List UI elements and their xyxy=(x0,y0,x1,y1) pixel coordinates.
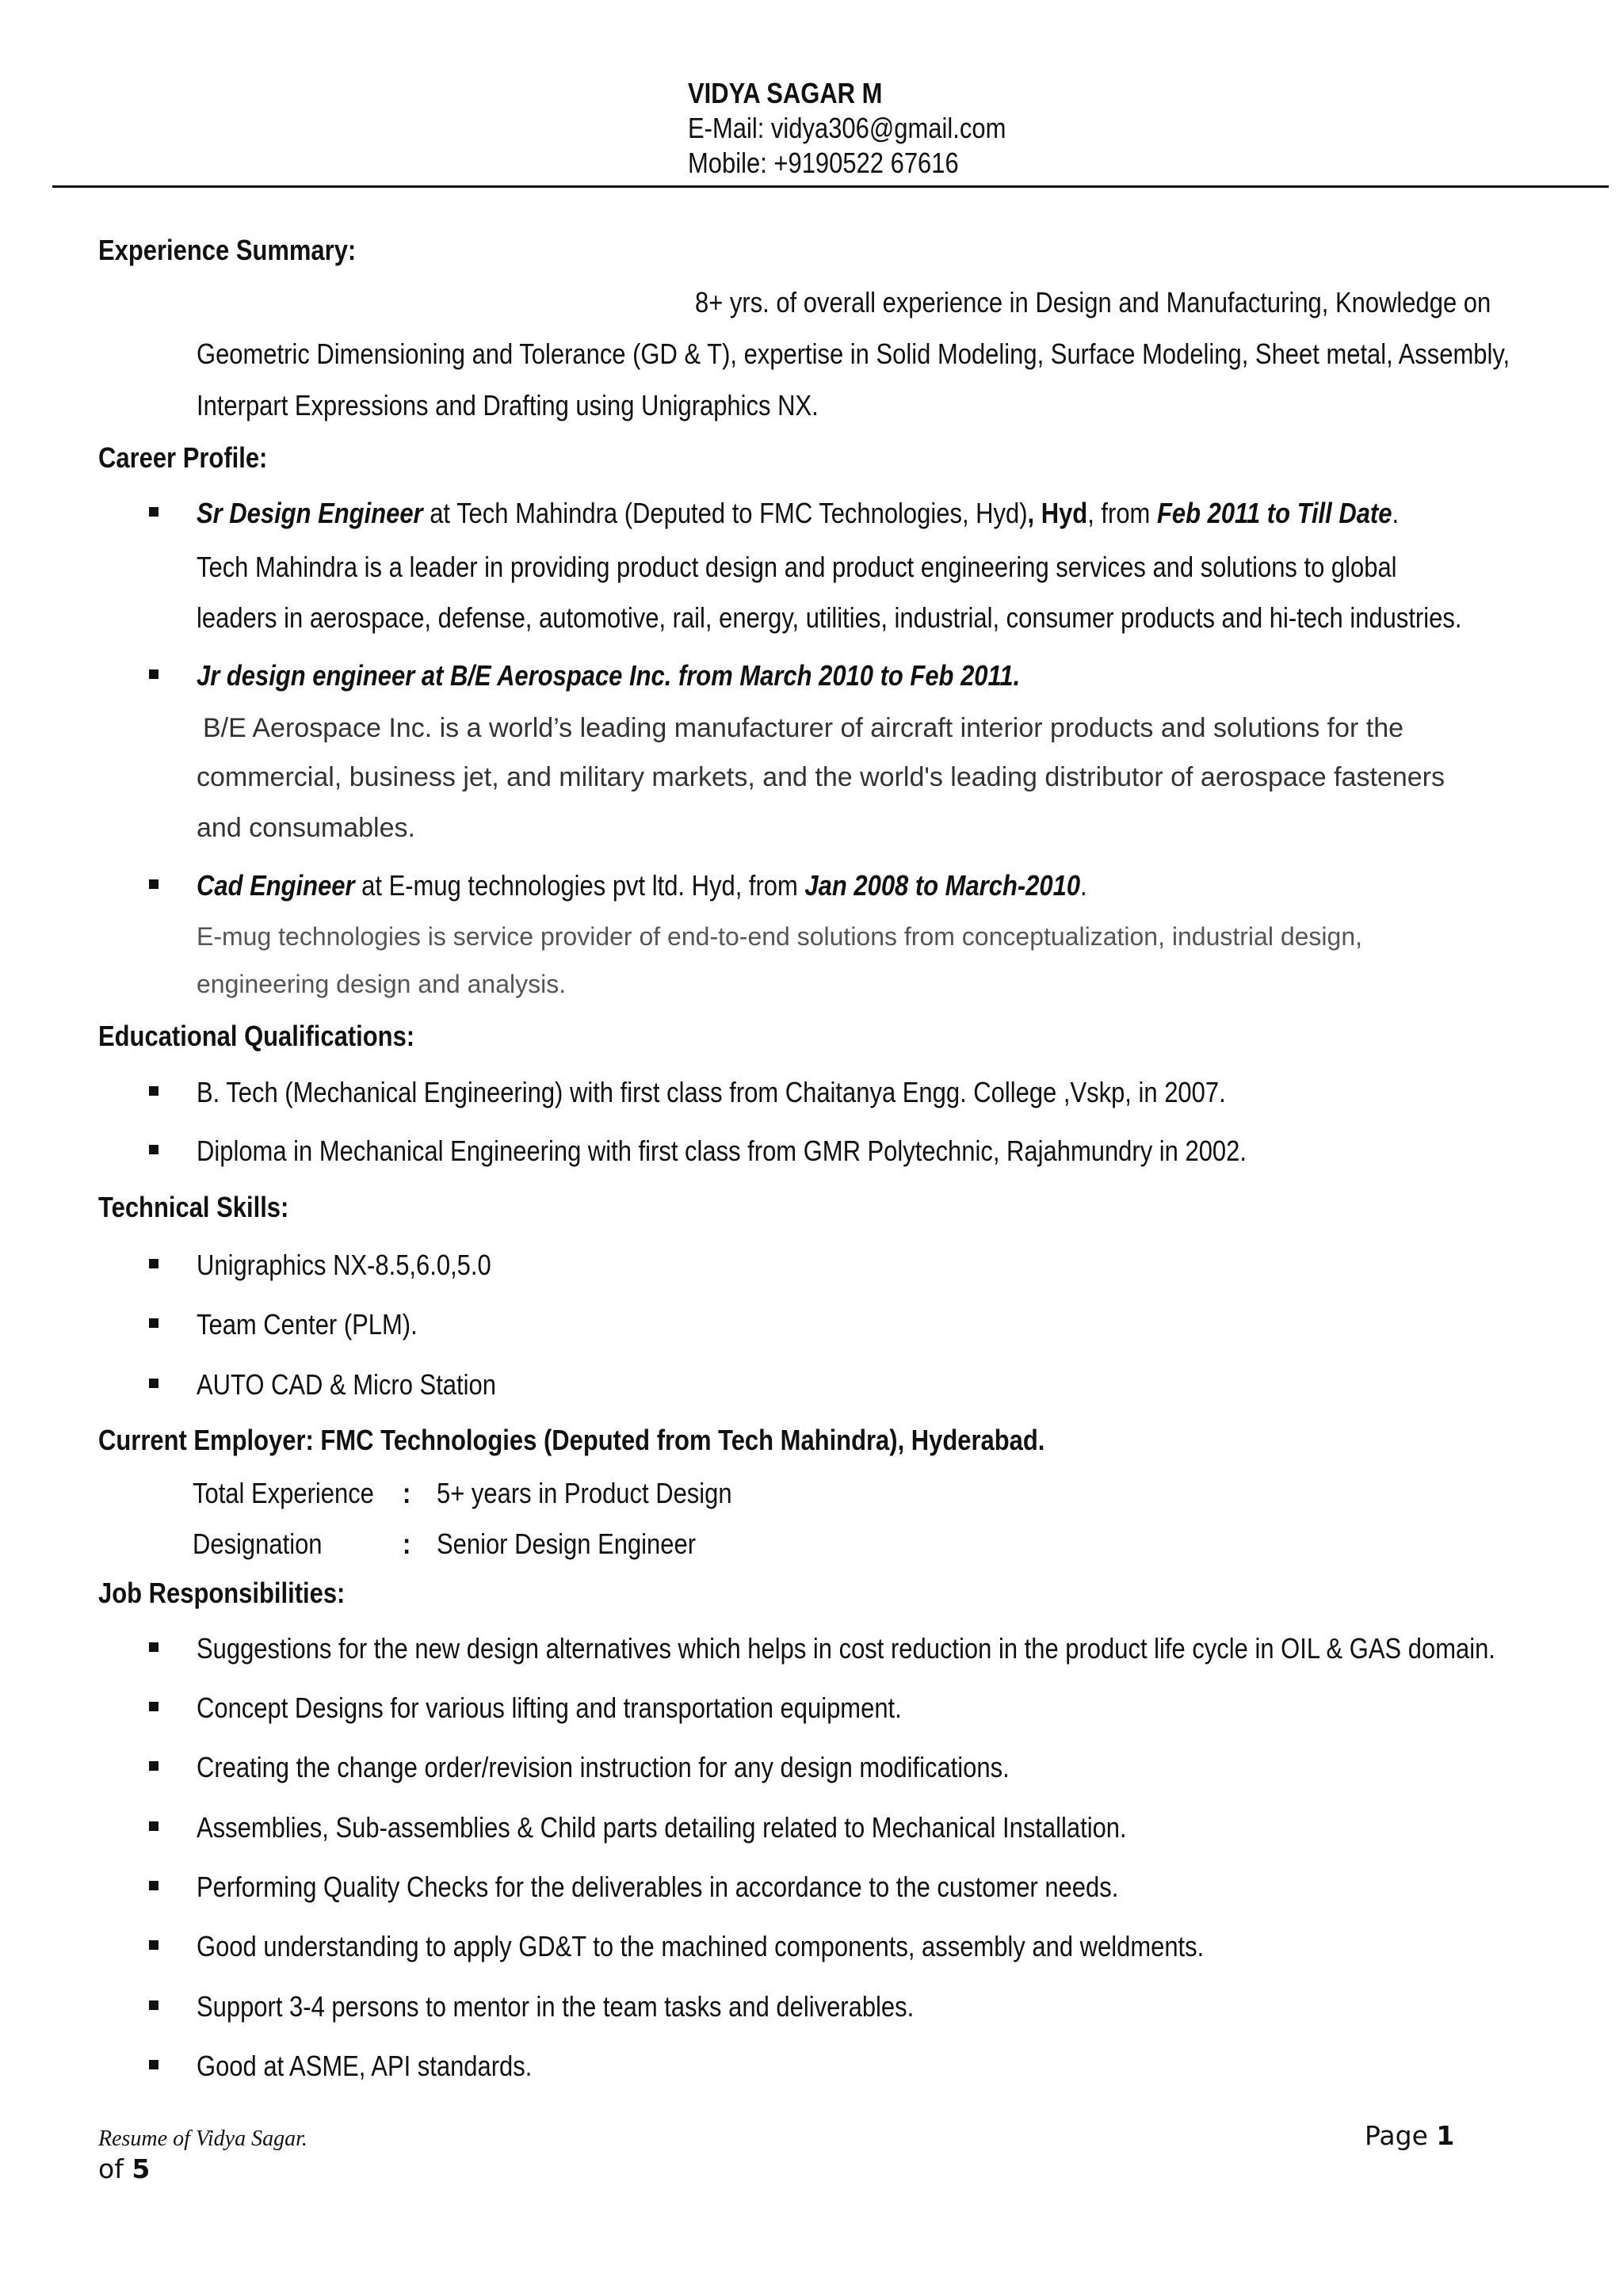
bullet-icon xyxy=(149,1145,158,1154)
section-heading-experience-summary: Experience Summary: xyxy=(98,234,357,266)
section-heading-education: Educational Qualifications: xyxy=(98,1020,415,1052)
summary-line-1: 8+ yrs. of overall experience in Design and Manufacturing, Knowledge on xyxy=(695,286,1491,318)
career-item-3-title: Cad Engineer at E-mug technologies pvt ltd. Hyd, from Jan 2008 to March-2010. xyxy=(197,869,1087,902)
responsibility-item-2: Concept Designs for various lifting and transportation equipment. xyxy=(197,1691,902,1724)
career-item-1-title: Sr Design Engineer at Tech Mahindra (Deputed to FMC Technologies, Hyd), Hyd, from Feb 2011 to Till Date. xyxy=(197,497,1400,529)
section-heading-career-profile: Career Profile: xyxy=(98,441,268,474)
email-line: E-Mail: vidya306@gmail.com xyxy=(688,112,1006,144)
skill-item-3: AUTO CAD & Micro Station xyxy=(197,1368,496,1401)
bullet-icon xyxy=(149,1761,158,1771)
bullet-icon xyxy=(149,1881,158,1890)
footer-resume-label: Resume of Vidya Sagar. xyxy=(98,2126,307,2151)
bullet-icon xyxy=(149,2000,158,2010)
skill-item-1: Unigraphics NX-8.5,6.0,5.0 xyxy=(197,1249,491,1281)
education-item-1: B. Tech (Mechanical Engineering) with first class from Chaitanya Engg. College ,Vskp, in 2007. xyxy=(197,1076,1226,1108)
candidate-name: VIDYA SAGAR M xyxy=(688,77,883,109)
responsibility-item-5: Performing Quality Checks for the deliverables in accordance to the customer needs. xyxy=(197,1871,1119,1903)
mobile-line: Mobile: +9190522 67616 xyxy=(688,147,959,179)
bullet-icon xyxy=(149,1379,158,1388)
bullet-icon xyxy=(149,1702,158,1711)
career-item-3-desc-2: engineering design and analysis. xyxy=(197,970,567,998)
employer-total-experience-key: Total Experience xyxy=(193,1477,374,1509)
section-heading-technical-skills: Technical Skills: xyxy=(98,1191,289,1223)
summary-line-3: Interpart Expressions and Drafting using Unigraphics NX. xyxy=(197,389,819,421)
career-item-3-desc-1: E-mug technologies is service provider of end-to-end solutions from conceptualization, industrial design, xyxy=(197,922,1362,951)
career-item-2-desc-1: B/E Aerospace Inc. is a world’s leading manufacturer of aircraft interior products and solutions for the xyxy=(203,713,1404,743)
current-employer-label: Current Employer: xyxy=(98,1424,314,1456)
bullet-icon xyxy=(149,669,158,679)
bullet-icon xyxy=(149,2060,158,2069)
footer-page-total: of 5 xyxy=(98,2153,151,2184)
responsibility-item-4: Assemblies, Sub-assemblies & Child parts detailing related to Mechanical Installation. xyxy=(197,1811,1127,1844)
summary-line-2: Geometric Dimensioning and Tolerance (GD & T), expertise in Solid Modeling, Surface Modeling, Sheet metal, Assembly, xyxy=(197,338,1510,370)
employer-total-experience-value: 5+ years in Product Design xyxy=(437,1477,732,1509)
section-heading-job-responsibilities: Job Responsibilities: xyxy=(98,1577,346,1609)
employer-designation-key: Designation xyxy=(193,1527,323,1560)
footer-page-number: Page 1 xyxy=(1365,2120,1455,2151)
education-item-2: Diploma in Mechanical Engineering with first class from GMR Polytechnic, Rajahmundry in 2002. xyxy=(197,1135,1247,1167)
current-employer-value: FMC Technologies (Deputed from Tech Mahindra), Hyderabad. xyxy=(320,1424,1045,1456)
bullet-icon xyxy=(149,1821,158,1831)
bullet-icon xyxy=(149,1318,158,1328)
bullet-icon xyxy=(149,1642,158,1652)
career-item-1-desc-2: leaders in aerospace, defense, automotive, rail, energy, utilities, industrial, consumer products and hi-tech industries. xyxy=(197,601,1462,634)
employer-total-experience-sep: : xyxy=(403,1477,411,1509)
responsibility-item-7: Support 3-4 persons to mentor in the team tasks and deliverables. xyxy=(197,1990,915,2023)
responsibility-item-1: Suggestions for the new design alternatives which helps in cost reduction in the product life cycle in OIL & GAS domain. xyxy=(197,1632,1495,1665)
bullet-icon xyxy=(149,1940,158,1950)
employer-designation-value: Senior Design Engineer xyxy=(437,1527,697,1560)
bullet-icon xyxy=(149,1259,158,1268)
skill-item-2: Team Center (PLM). xyxy=(197,1308,418,1341)
bullet-icon xyxy=(149,879,158,889)
responsibility-item-8: Good at ASME, API standards. xyxy=(197,2050,533,2082)
current-employer-line xyxy=(98,1423,1044,1458)
career-item-1-desc-1: Tech Mahindra is a leader in providing product design and product engineering services and solutions to global xyxy=(197,551,1397,583)
career-item-2-title: Jr design engineer at B/E Aerospace Inc. from March 2010 to Feb 2011. xyxy=(197,659,1021,692)
header-divider xyxy=(52,185,1609,188)
career-item-2-desc-2: commercial, business jet, and military markets, and the world's leading distributor of aerospace fasteners xyxy=(197,762,1445,792)
bullet-icon xyxy=(149,1086,158,1096)
employer-designation-sep: : xyxy=(403,1527,411,1560)
responsibility-item-3: Creating the change order/revision instruction for any design modifications. xyxy=(197,1751,1010,1783)
responsibility-item-6: Good understanding to apply GD&T to the machined components, assembly and weldments. xyxy=(197,1930,1205,1962)
bullet-icon xyxy=(149,507,158,517)
career-item-2-desc-3: and consumables. xyxy=(197,813,415,843)
